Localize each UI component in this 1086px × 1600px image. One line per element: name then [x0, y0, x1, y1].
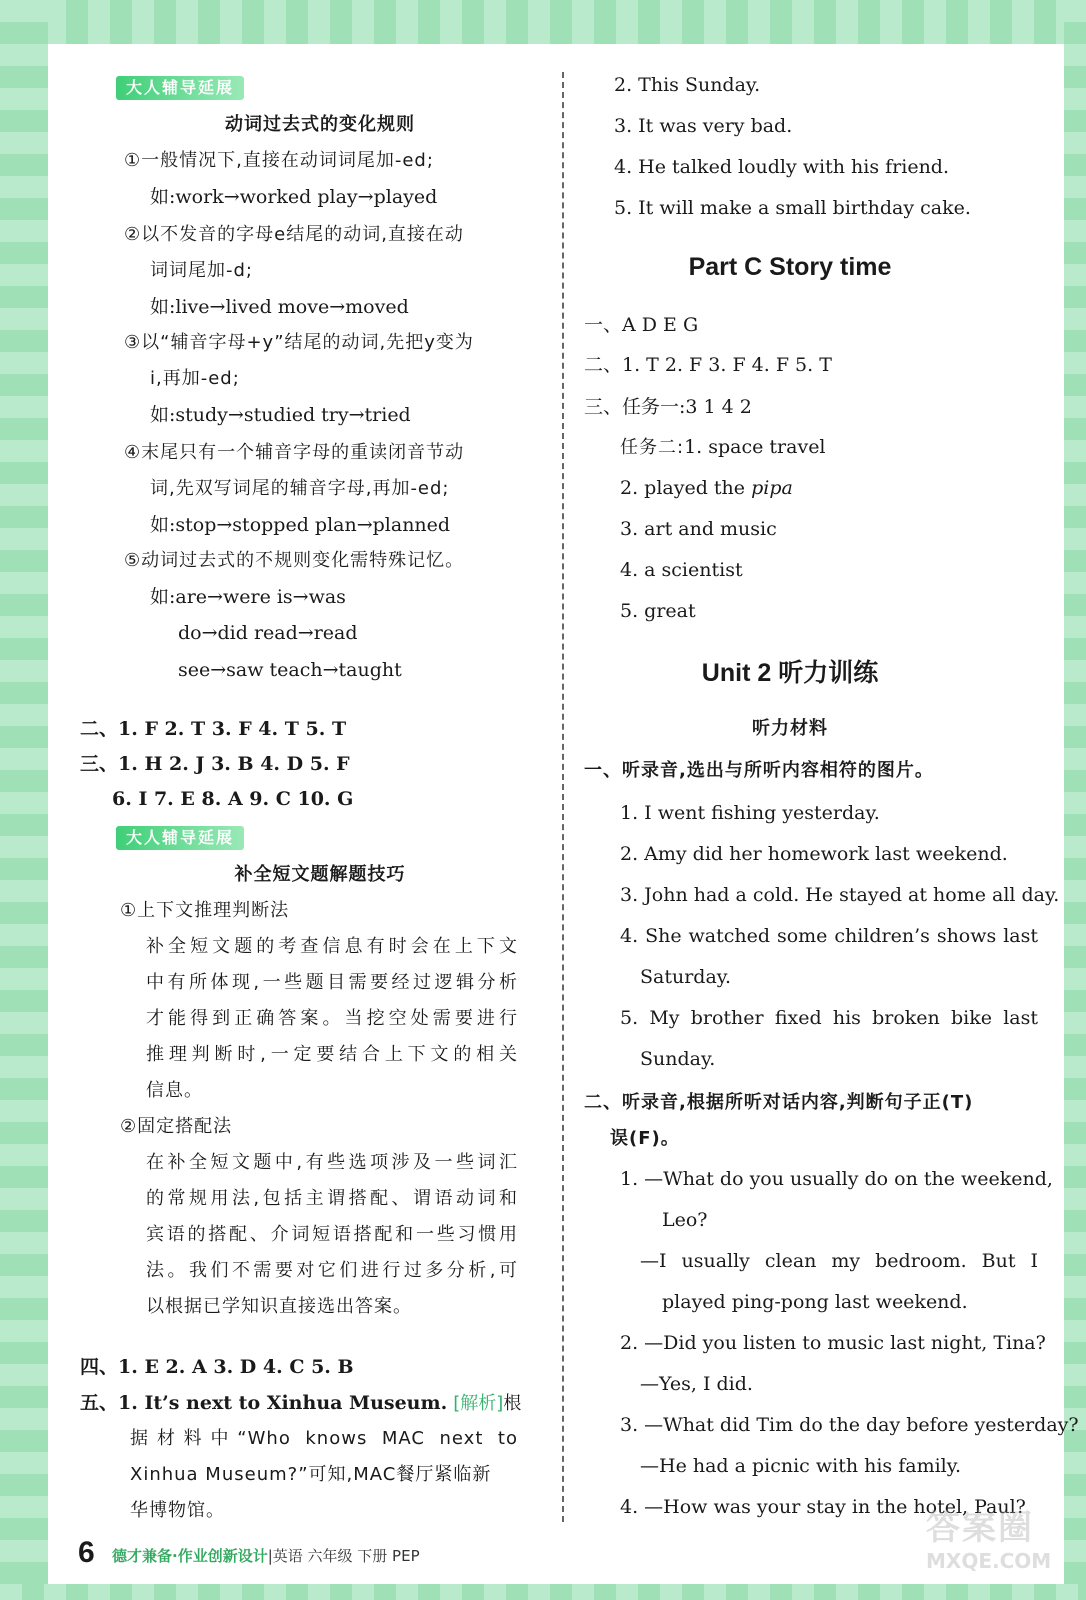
dialogue-line: 2. —Did you listen to music last night, Tina?: [620, 1332, 1046, 1354]
page-border-top: [0, 0, 1086, 44]
answer-row: 一、A D E G: [584, 314, 699, 336]
transcript-item: 2. Amy did her homework last weekend.: [620, 843, 1008, 865]
answer-item: 5. great: [620, 600, 696, 622]
tip-text: 的常规用法,包括主谓搭配、谓语动词和: [146, 1188, 518, 1209]
answer-item: 3. It was very bad.: [614, 115, 793, 137]
rule-example: do→did read→read: [178, 622, 358, 644]
tip-text: 才能得到正确答案。当挖空处需要进行: [146, 1008, 518, 1029]
rule-example: 如:study→studied try→tried: [150, 404, 411, 426]
tutoring-badge: 大人辅导延展: [116, 826, 244, 850]
unit-title: Unit 2 听力训练: [701, 659, 879, 687]
question-heading: 一、听录音,选出与所听内容相符的图片。: [584, 760, 934, 781]
answer-row: 三、任务一:3 1 4 2: [584, 396, 752, 418]
tip-text: 在补全短文题中,有些选项涉及一些词汇: [146, 1152, 518, 1173]
dialogue-line: 3. —What did Tim do the day before yesterday?: [620, 1414, 1079, 1436]
rule-line: ②以不发音的字母e结尾的动词,直接在动: [124, 224, 464, 245]
page-border-bottom: [0, 1584, 1086, 1600]
answer-text: 1. space travel: [684, 436, 826, 458]
footer-course: |英语 六年级 下册 PEP: [267, 1547, 420, 1565]
dialogue-line: Leo?: [662, 1209, 708, 1231]
rule-line: ①一般情况下,直接在动词词尾加-ed;: [124, 150, 434, 171]
answer-row: 二、1. T 2. F 3. F 4. F 5. T: [584, 354, 832, 376]
analysis-text: 华博物馆。: [130, 1500, 225, 1521]
analysis-text: 据材料中“Who knows MAC next to: [130, 1428, 518, 1449]
rule-example: see→saw teach→taught: [178, 659, 402, 681]
tip-text: 信息。: [146, 1080, 203, 1101]
page-border-right: [1064, 0, 1086, 1600]
answer-item: 4. He talked loudly with his friend.: [614, 156, 950, 178]
rule-example: 如:work→worked play→played: [150, 186, 438, 208]
answer-item: [620, 475, 793, 501]
transcript-item: Saturday.: [640, 966, 732, 988]
dialogue-line: 4. —How was your stay in the hotel, Paul?: [620, 1496, 1026, 1518]
answer-item: 2. This Sunday.: [614, 74, 761, 96]
tip-heading: ②固定搭配法: [120, 1116, 233, 1137]
answer-item: 3. art and music: [620, 518, 777, 540]
answer-text: 五、1. It’s next to Xinhua Museum.: [80, 1392, 448, 1414]
column-divider: [562, 72, 564, 1522]
tip-text: 法。我们不需要对它们进行过多分析,可: [146, 1260, 518, 1281]
dialogue-line: 1. —What do you usually do on the weekend,: [620, 1168, 1053, 1190]
rule-line: 词词尾加-d;: [150, 260, 253, 281]
rule-line: ④末尾只有一个辅音字母的重读闭音节动: [124, 442, 465, 463]
footer-info: [112, 1545, 420, 1566]
dialogue-line: —I usually clean my bedroom. But I: [640, 1250, 1038, 1272]
rule-line: ③以“辅音字母+y”结尾的动词,先把y变为: [124, 332, 474, 353]
answer-row: 二、1. F 2. T 3. F 4. T 5. T: [80, 718, 347, 740]
tutoring-badge: 大人辅导延展: [116, 76, 244, 100]
answer-text: 2. played the: [620, 477, 752, 499]
transcript-item: 5. My brother fixed his broken bike last: [620, 1007, 1038, 1029]
rule-example: 如:live→lived move→moved: [150, 296, 409, 318]
answer-italic: pipa: [751, 477, 793, 499]
analysis-text: 根: [503, 1393, 523, 1414]
analysis-label: [解析]: [453, 1393, 504, 1414]
answer-row: 四、1. E 2. A 3. D 4. C 5. B: [80, 1356, 354, 1378]
section-title: Part C Story time: [688, 253, 892, 281]
question-heading: 误(F)。: [610, 1128, 680, 1149]
transcript-item: 3. John had a cold. He stayed at home all day.: [620, 884, 1060, 906]
answer-item: 4. a scientist: [620, 559, 743, 581]
dialogue-line: —He had a picnic with his family.: [640, 1455, 961, 1477]
footer-brand: 德才兼备·作业创新设计: [112, 1547, 268, 1565]
transcript-item: 1. I went fishing yesterday.: [620, 802, 880, 824]
tip-text: 以根据已学知识直接选出答案。: [146, 1296, 412, 1317]
rule-line: 词,先双写词尾的辅音字母,再加-ed;: [150, 478, 450, 499]
answer-row: 6. I 7. E 8. A 9. C 10. G: [112, 788, 354, 810]
watermark-text: 答案圈: [926, 1508, 1034, 1548]
page-number: 6: [78, 1536, 95, 1569]
dialogue-line: played ping-pong last weekend.: [662, 1291, 968, 1313]
rules-title: 动词过去式的变化规则: [225, 114, 415, 135]
transcript-item: 4. She watched some children’s shows last: [620, 925, 1038, 947]
tip-heading: ①上下文推理判断法: [120, 900, 290, 921]
rule-example: 如:stop→stopped plan→planned: [150, 514, 451, 536]
task-label: 任务二:: [620, 437, 685, 458]
rule-example: 如:are→were is→was: [150, 586, 346, 608]
tip-text: 宾语的搭配、介词短语搭配和一些习惯用: [146, 1224, 518, 1245]
tips-title: 补全短文题解题技巧: [234, 864, 406, 885]
material-title: 听力材料: [752, 718, 828, 739]
question-heading: 二、听录音,根据所听对话内容,判断句子正(T): [584, 1092, 974, 1113]
dialogue-line: —Yes, I did.: [640, 1373, 753, 1395]
answer-row: [80, 1390, 522, 1417]
tip-text: 中有所体现,一些题目需要经过逻辑分析: [146, 972, 518, 993]
transcript-item: Sunday.: [640, 1048, 716, 1070]
rule-line: ⑤动词过去式的不规则变化需特殊记忆。: [124, 550, 465, 571]
watermark-logo: [926, 1500, 1056, 1590]
page-border-left: [0, 0, 48, 1600]
watermark-url: MXQE.COM: [926, 1549, 1052, 1573]
tip-text: 推理判断时,一定要结合上下文的相关: [146, 1044, 518, 1065]
answer-row: 三、1. H 2. J 3. B 4. D 5. F: [80, 753, 350, 775]
answer-item: 5. It will make a small birthday cake.: [614, 197, 971, 219]
analysis-text: Xinhua Museum?”可知,MAC餐厅紧临新: [130, 1464, 492, 1485]
tip-text: 补全短文题的考查信息有时会在上下文: [146, 936, 518, 957]
rule-line: i,再加-ed;: [150, 368, 240, 389]
answer-row: [620, 434, 826, 461]
